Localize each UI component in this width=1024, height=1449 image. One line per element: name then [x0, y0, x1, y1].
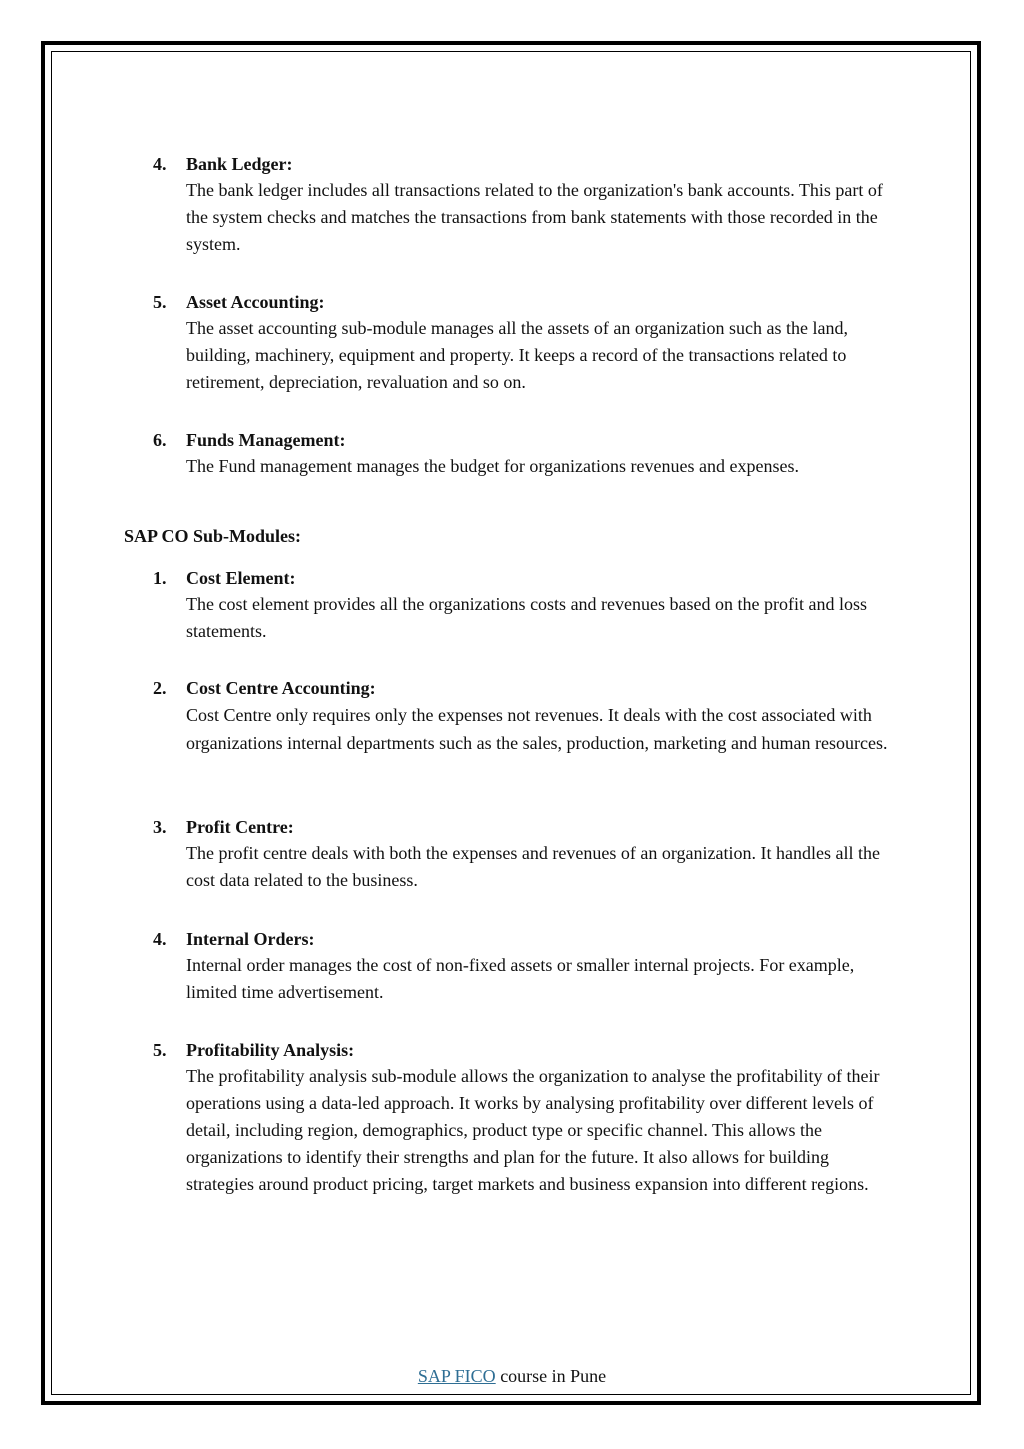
- item-description: The profitability analysis sub-module allows the organization to analyse the profitability of their operations using a data-led approach. It works by analysing profitability over different levels of detail, including region, demographics, product type or specific channel. This allows the organizations to identify their strengths and plan for the future. It also allows for building strategies around product pricing, target markets and business expansion into different regions.: [186, 1066, 880, 1194]
- item-description: The bank ledger includes all transactions related to the organization's bank accounts. This part of the system checks and matches the transactions from bank statements with those recorded in the system.: [186, 180, 883, 254]
- item-description: The cost element provides all the organizations costs and revenues based on the profit and loss statements.: [186, 594, 867, 641]
- item-title: Profitability Analysis:: [186, 1040, 355, 1060]
- list-item-funds-management: [0, 427, 898, 480]
- item-number: 2.: [153, 678, 167, 698]
- item-title: Funds Management:: [186, 430, 346, 450]
- item-title: Asset Accounting:: [186, 292, 325, 312]
- item-title: Cost Centre Accounting:: [186, 678, 376, 698]
- list-item-bank-ledger: [0, 151, 898, 258]
- item-description: The Fund management manages the budget for organizations revenues and expenses.: [186, 456, 799, 476]
- item-title: Cost Element:: [186, 568, 296, 588]
- list-item-cost-element: [0, 565, 898, 645]
- list-item-profitability-analysis: [0, 1037, 898, 1198]
- section-heading: SAP CO Sub-Modules:: [124, 526, 302, 546]
- item-number: 1.: [153, 568, 167, 588]
- item-title: Profit Centre:: [186, 817, 294, 837]
- item-number: 6.: [153, 430, 167, 450]
- page-footer: [0, 1363, 1024, 1389]
- item-description: The profit centre deals with both the expenses and revenues of an organization. It handles all the cost data related to the business.: [186, 843, 880, 890]
- list-item-profit-centre: [0, 814, 898, 894]
- list-item-asset-accounting: [0, 289, 898, 396]
- item-number: 5.: [153, 292, 167, 312]
- item-title: Internal Orders:: [186, 929, 315, 949]
- item-description: Internal order manages the cost of non-fixed assets or smaller internal projects. For example, limited time advertisement.: [186, 955, 855, 1002]
- sap-fico-link[interactable]: SAP FICO: [417, 1366, 496, 1386]
- item-number: 4.: [153, 154, 167, 174]
- item-description: Cost Centre only requires only the expenses not revenues. It deals with the cost associated with organizations internal departments such as the sales, production, marketing and human resources.: [186, 705, 888, 753]
- item-number: 5.: [153, 1040, 167, 1060]
- item-title: Bank Ledger:: [186, 154, 293, 174]
- item-number: 4.: [153, 929, 167, 949]
- item-number: 3.: [153, 817, 167, 837]
- list-item-cost-centre-accounting: [0, 675, 898, 757]
- footer-text: course in Pune: [495, 1366, 607, 1386]
- item-description: The asset accounting sub-module manages all the assets of an organization such as the land, building, machinery, equipment and property. It keeps a record of the transactions related to retirement, depreciation, revaluation and so on.: [186, 318, 848, 392]
- list-item-internal-orders: [0, 926, 898, 1006]
